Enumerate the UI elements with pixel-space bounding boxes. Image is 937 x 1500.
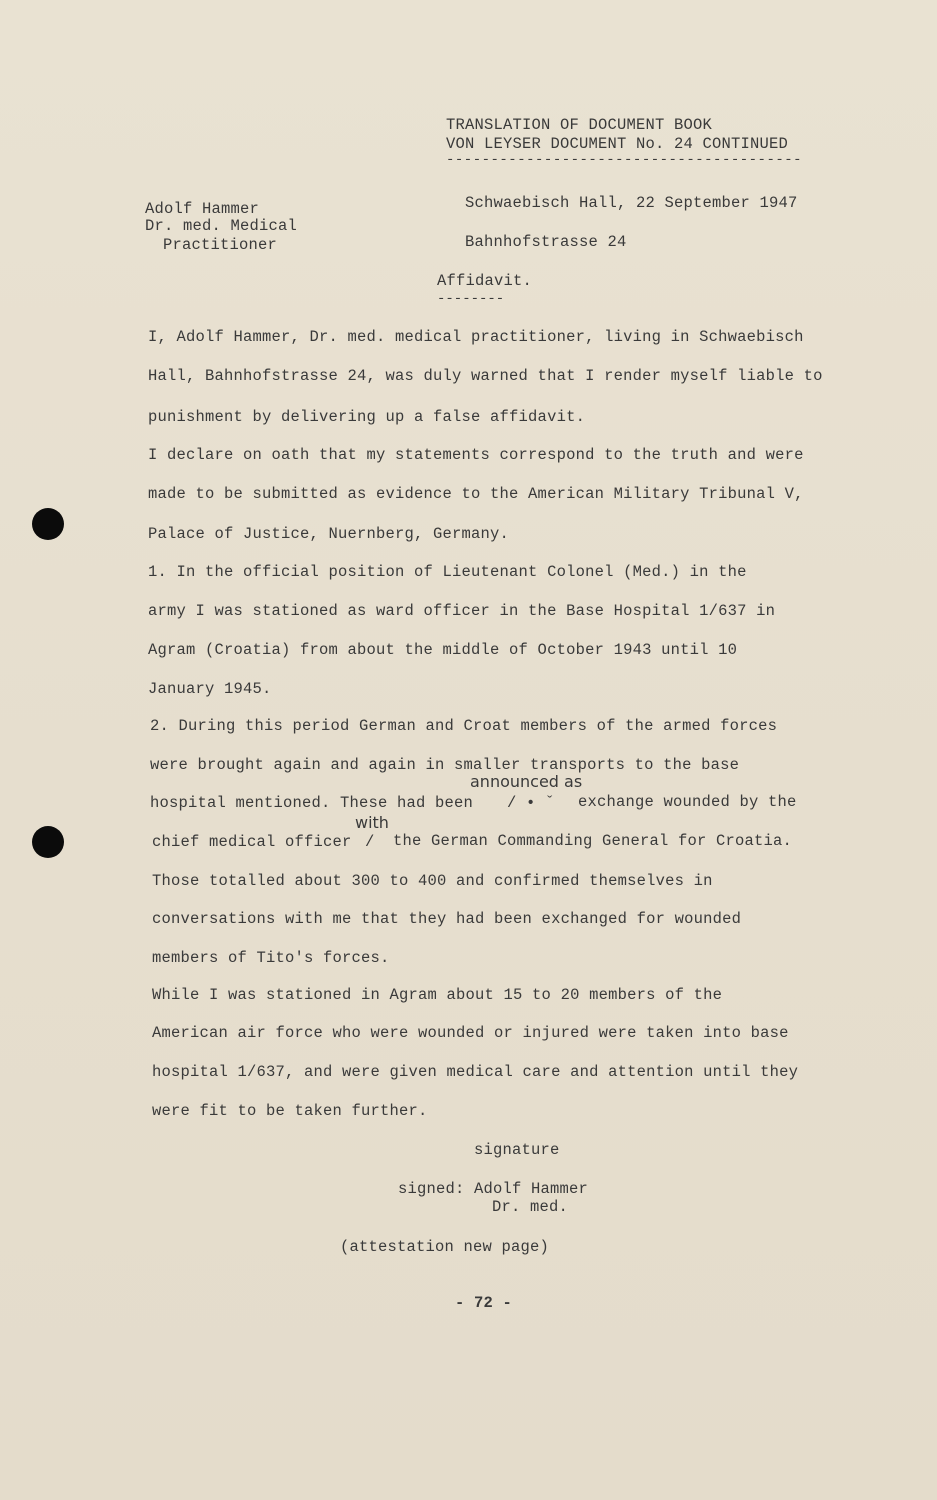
body-line: Those totalled about 300 to 400 and confirmed themselves in [152,872,713,890]
handwritten-insert-with: with [355,813,389,832]
body-line: Hall, Bahnhofstrasse 24, was duly warned that I render myself liable to [148,367,823,385]
attestation-note: (attestation new page) [340,1238,550,1256]
body-line: I declare on oath that my statements correspond to the truth and were [148,446,804,464]
place-date: Schwaebisch Hall, 22 September 1947 [465,194,798,212]
body-line: were fit to be taken further. [152,1102,428,1120]
address: Bahnhofstrasse 24 [465,233,627,251]
punch-hole-top [32,508,64,540]
body-line: Palace of Justice, Nuernberg, Germany. [148,525,510,543]
body-line: the German Commanding General for Croatia. [393,832,793,850]
body-line: conversations with me that they had been exchanged for wounded [152,910,742,928]
body-line: made to be submitted as evidence to the American Military Tribunal V, [148,485,804,503]
body-line: exchange wounded by the [578,793,797,811]
body-line: While I was stationed in Agram about 15 to 20 members of the [152,986,723,1004]
sender-name: Adolf Hammer [145,200,260,218]
body-line: punishment by delivering up a false affidavit. [148,408,586,426]
sender-title-1: Dr. med. Medical [145,217,298,235]
body-line: Agram (Croatia) from about the middle of October 1943 until 10 [148,641,738,659]
body-line: American air force who were wounded or injured were taken into base [152,1024,789,1042]
insertion-mark: / • ˇ [507,794,555,812]
signed-degree: Dr. med. [492,1198,569,1216]
sender-title-2: Practitioner [163,236,278,254]
handwritten-insert-announced: announced as [470,772,583,791]
body-line: hospital mentioned. These had been [150,794,474,812]
title-underline: -------- [437,291,505,307]
signed-name: signed: Adolf Hammer [398,1180,589,1198]
body-line: 1. In the official position of Lieutenant Colonel (Med.) in the [148,563,747,581]
body-line: were brought again and again in smaller transports to the base [150,756,740,774]
body-line: chief medical officer [152,833,352,851]
document-title: Affidavit. [437,272,533,290]
header-line-2: VON LEYSER DOCUMENT No. 24 CONTINUED [446,135,789,153]
body-line: 2. During this period German and Croat members of the armed forces [150,717,778,735]
header-rule: ---------------------------------------- [446,152,803,168]
signature-label: signature [474,1141,560,1159]
header-line-1: TRANSLATION OF DOCUMENT BOOK [446,116,713,134]
body-line: members of Tito's forces. [152,949,390,967]
body-line: army I was stationed as ward officer in the Base Hospital 1/637 in [148,602,776,620]
insertion-mark: / [365,833,375,851]
body-line: hospital 1/637, and were given medical care and attention until they [152,1063,799,1081]
punch-hole-bottom [32,826,64,858]
body-line: January 1945. [148,680,272,698]
body-line: I, Adolf Hammer, Dr. med. medical practitioner, living in Schwaebisch [148,328,804,346]
page-number: - 72 - [455,1294,513,1312]
